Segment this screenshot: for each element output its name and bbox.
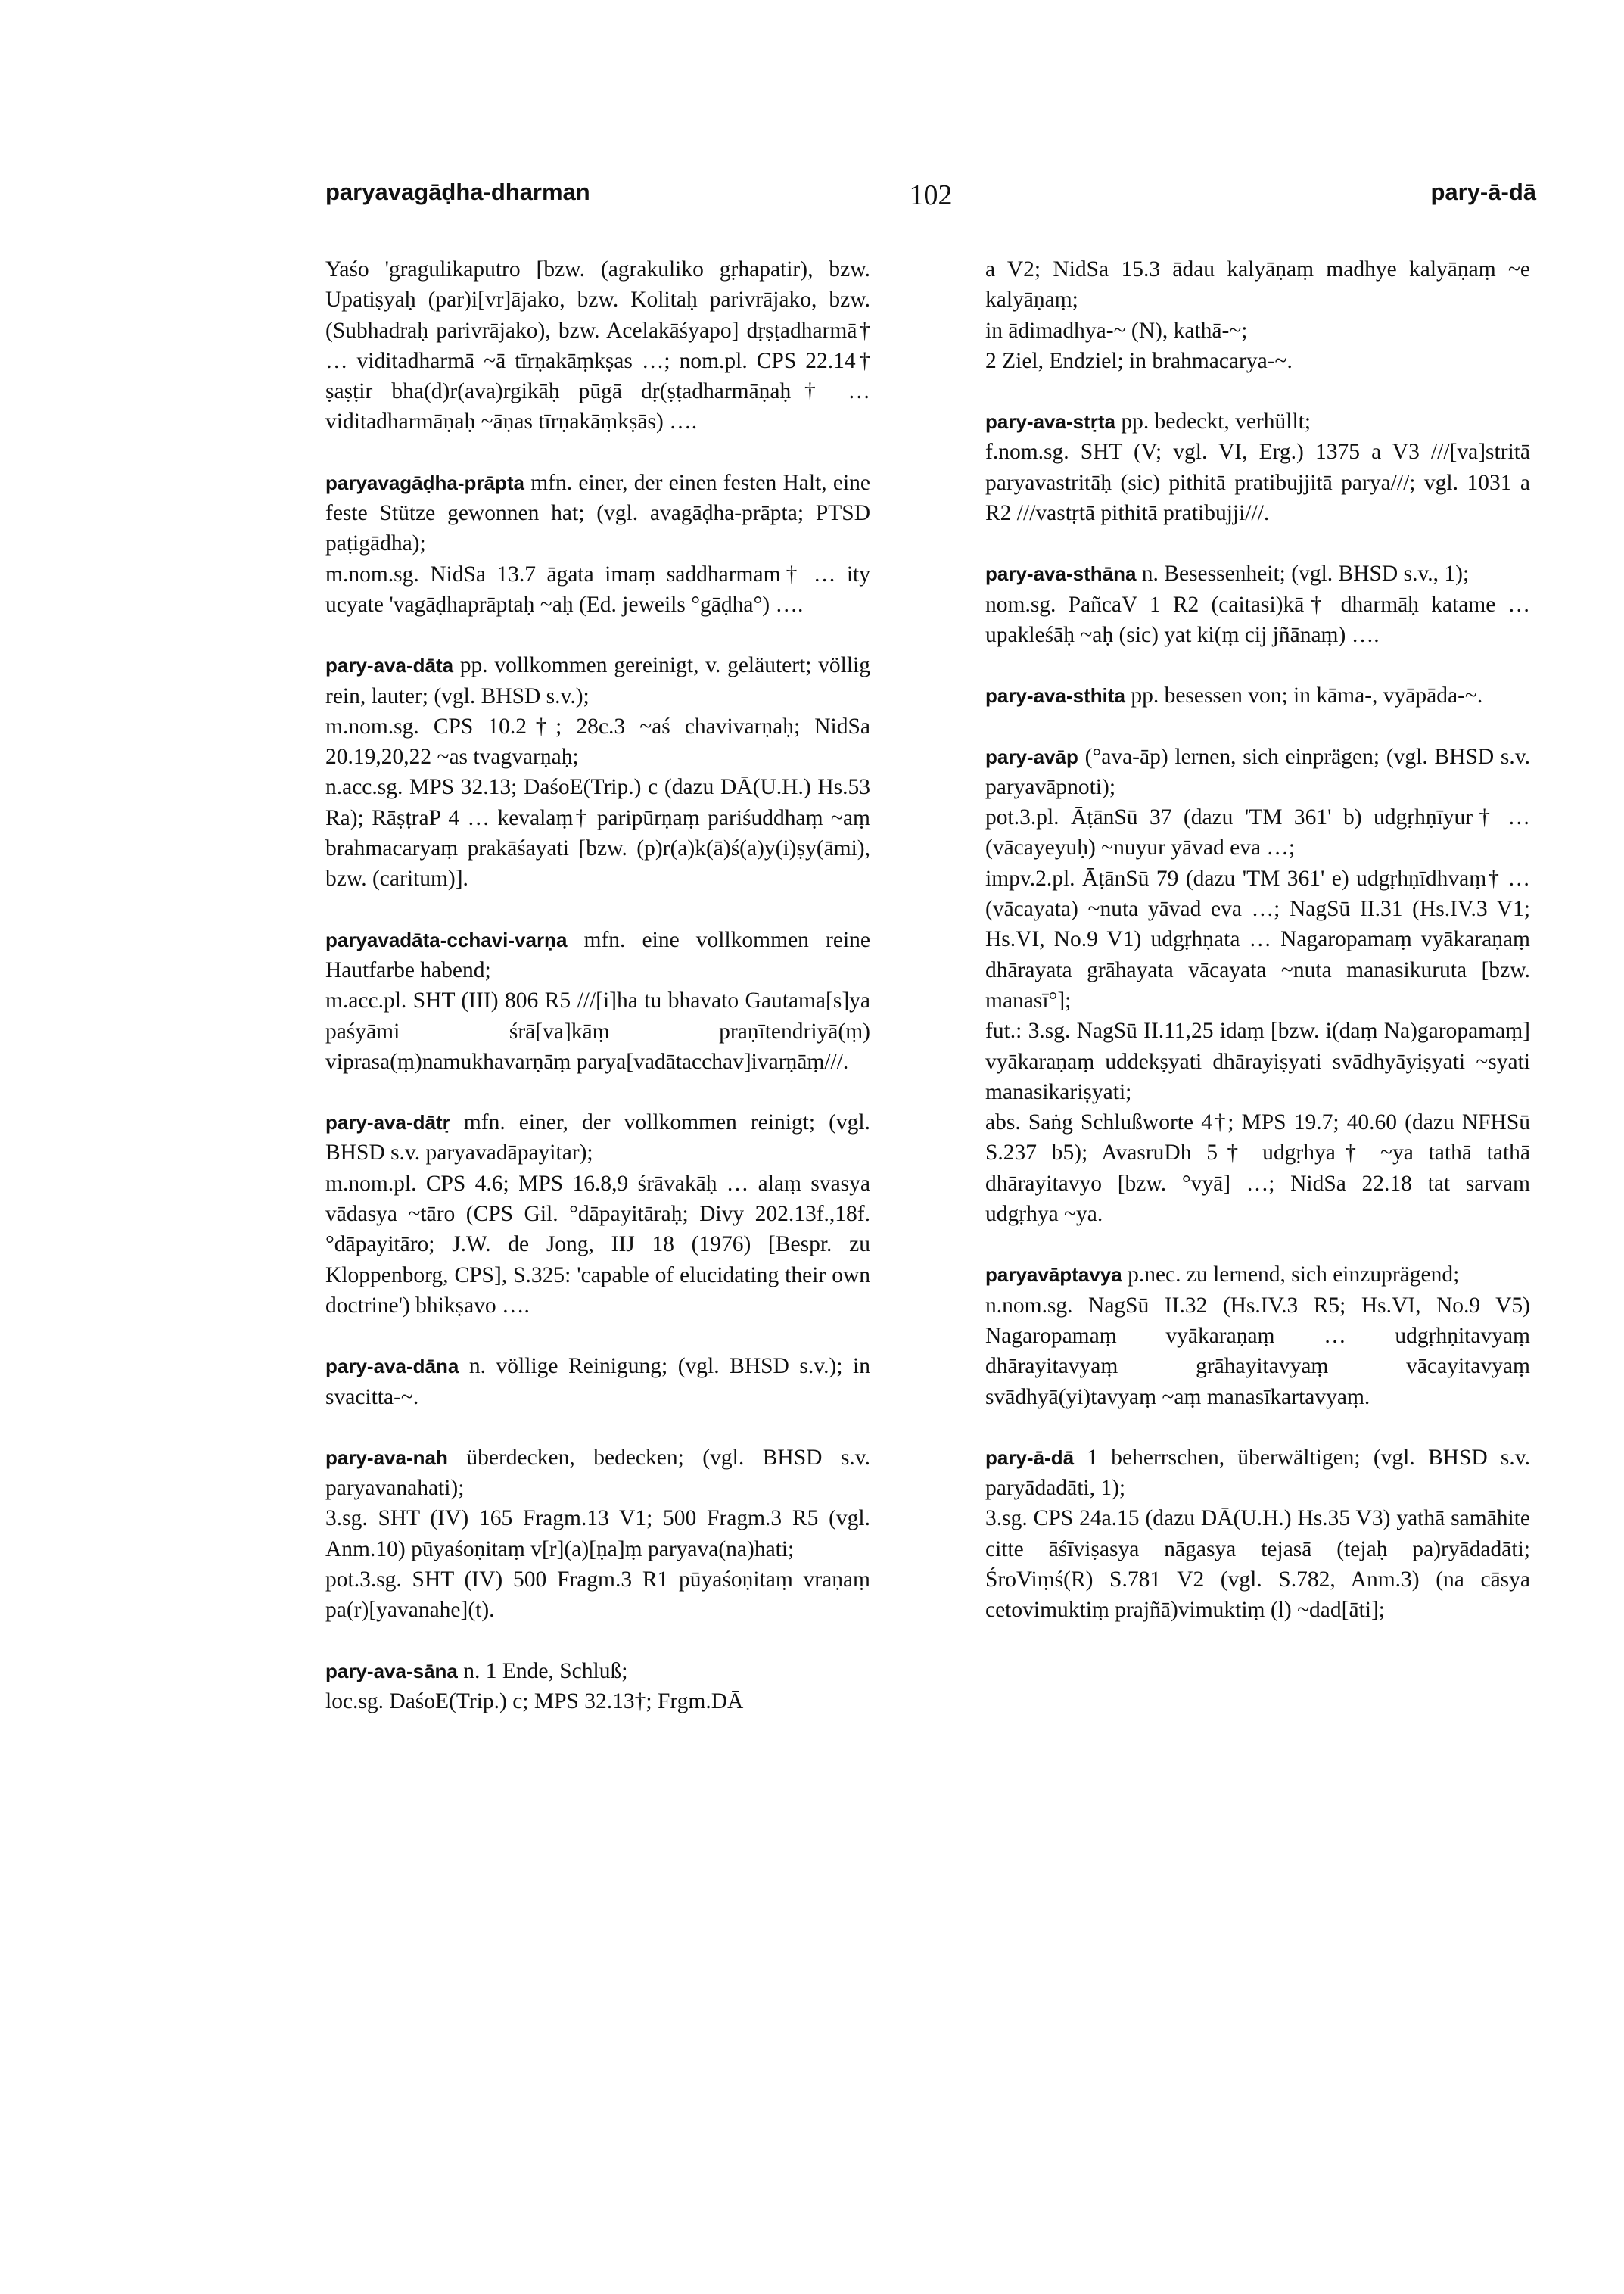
entry-definition: pary-ava-dātṛ mfn. einer, der vollkommen reinigt; (vgl. BHSD s.v. paryavadāpayitar); bbox=[325, 1110, 871, 1166]
entry-definition: pary-ava-sthita pp. besessen von; in kāma-, vyāpāda-~. bbox=[985, 683, 1483, 708]
entry-citation: impv.2.pl. ĀṭānSū 79 (dazu 'TM 361' e) udgṛhṇīdhvaṃ† … (vācayata) ~nuta yāvad eva …; NagSū II.31 (Hs.IV.3 V1; Hs.VI, No.9 V1) udgṛhṇata … Nagaropamaṃ vyākaraṇaṃ dhārayata grāhayata vācayata ~nuta manasikuruta [bzw. manasī°]; bbox=[985, 866, 1530, 1013]
entry-headword: pary-ā-dā bbox=[985, 1446, 1075, 1469]
entry-definition: pary-ava-dāna n. völlige Reinigung; (vgl. BHSD s.v.); in svacitta-~. bbox=[325, 1354, 871, 1409]
entry-definition: paryavadāta-cchavi-varṇa mfn. eine vollkommen reine Hautfarbe habend; bbox=[325, 927, 870, 982]
dictionary-entry bbox=[325, 1351, 870, 1412]
entry-definition: pary-ava-sthāna n. Besessenheit; (vgl. BHSD s.v., 1); bbox=[985, 562, 1470, 587]
entry-definition: paryavāptavya p.nec. zu lernend, sich einzuprägend; bbox=[985, 1262, 1460, 1287]
dictionary-entry bbox=[985, 680, 1530, 711]
entry-definition: pary-ava-nah überdecken, bedecken; (vgl. BHSD s.v. paryavanahati); bbox=[325, 1445, 871, 1501]
entry-headword: pary-avāp bbox=[985, 745, 1078, 768]
entry-citation: 3.sg. CPS 24a.15 (dazu DĀ(U.H.) Hs.35 V3) yathā samāhite citte āśīviṣasya nāgasya tejasā (tejaḥ pa)ryādadāti; ŚroViṃś(R) S.781 V2 (vgl. S.782, Anm.3) (na cāsya cetovimuktiṃ prajñā)vimuktiṃ (l) ~dad[āti]; bbox=[985, 1506, 1530, 1623]
entry-citation: pot.3.sg. SHT (IV) 500 Fragm.3 R1 pūyaśoṇitaṃ vraṇaṃ pa(r)[yavanahe](t). bbox=[325, 1567, 870, 1623]
entry-citation: n.nom.sg. NagSū II.32 (Hs.IV.3 R5; Hs.VI, No.9 V5) Nagaropamaṃ vyākaraṇaṃ … udgṛhṇitavyaṃ dhārayitavyaṃ grāhayitavyaṃ vācayitavyaṃ svādhyā(yi)tavyaṃ ~aṃ manasīkartavyaṃ. bbox=[985, 1293, 1530, 1409]
dictionary-entry bbox=[985, 1259, 1530, 1412]
entry-headword: pary-ava-stṛta bbox=[985, 410, 1115, 434]
right-column bbox=[985, 254, 1530, 1656]
continued-entry bbox=[985, 254, 1530, 376]
dictionary-entry bbox=[325, 1443, 870, 1626]
dictionary-entry bbox=[325, 925, 870, 1077]
entry-headword: pary-ava-nah bbox=[325, 1446, 448, 1469]
left-column bbox=[325, 254, 870, 1747]
dictionary-entry bbox=[325, 1107, 870, 1321]
entry-headword: pary-ava-dāta bbox=[325, 654, 454, 677]
dictionary-entry bbox=[985, 742, 1530, 1230]
header-right-guideword: pary-ā-dā bbox=[1430, 179, 1536, 205]
continued-entry-text: 2 Ziel, Endziel; in brahmacarya-~. bbox=[985, 348, 1293, 373]
entry-citation: f.nom.sg. SHT (V; vgl. VI, Erg.) 1375 a V3 ///[va]stritā paryavastritāḥ (sic) pithitā pratibujjitā parya///; vgl. 1031 a R2 ///vastṛtā pithitā pratibujji///. bbox=[985, 440, 1530, 526]
entry-headword: paryavāptavya bbox=[985, 1263, 1122, 1287]
entry-definition: pary-ava-stṛta pp. bedeckt, verhüllt; bbox=[985, 409, 1311, 434]
entry-citation: pot.3.pl. ĀṭānSū 37 (dazu 'TM 361' b) udgṛhṇīyur† … (vācayeyuḥ) ~nuyur yāvad eva …; bbox=[985, 805, 1530, 861]
entry-citation: abs. Saṅg Schlußworte 4†; MPS 19.7; 40.60 (dazu NFHSū S.237 b5); AvasruDh 5† udgṛhya† ~ya tathā tathā dhārayitavyo [bzw. °vyā] …; NidSa 22.18 tat sarvam udgṛhya ~ya. bbox=[985, 1110, 1530, 1227]
header-left-guideword: paryavagāḍha-dharman bbox=[325, 179, 590, 205]
continued-entry-text: in ādimadhya-~ (N), kathā-~; bbox=[985, 318, 1248, 343]
entry-definition: pary-ā-dā 1 beherrschen, überwältigen; (vgl. BHSD s.v. paryādadāti, 1); bbox=[985, 1445, 1530, 1501]
entry-headword: paryavadāta-cchavi-varṇa bbox=[325, 928, 568, 951]
entry-definition: pary-ava-dāta pp. vollkommen gereinigt, v. geläutert; völlig rein, lauter; (vgl. BHSD s.v.); bbox=[325, 653, 871, 708]
continued-entry-text: Yaśo 'gragulikaputro [bzw. (agrakuliko gṛhapatir), bzw. Upatiṣyaḥ (par)i[vr]ājako, bzw. Kolitaḥ parivrājako, bzw. (Subhadraḥ parivrājako), bzw. Acelakāśyapo] dṛṣṭadharmā† … viditadharmā ~ā tīrṇakāṃkṣas …; nom.pl. CPS 22.14† ṣaṣṭir bha(d)r(ava)rgikāḥ pūgā dṛ(ṣṭadharmāṇaḥ† … viditadharmāṇaḥ ~āṇas tīrṇakāṃkṣās) …. bbox=[325, 257, 870, 434]
entry-citation: m.nom.sg. CPS 10.2†; 28c.3 ~aś chavivarṇaḥ; NidSa 20.19,20,22 ~as tvagvarṇaḥ; bbox=[325, 714, 870, 770]
entry-citation: m.nom.sg. NidSa 13.7 āgata imaṃ saddharmam† … ity ucyate 'vagāḍhaprāptaḥ ~aḥ (Ed. jeweils °gāḍha°) …. bbox=[325, 562, 870, 617]
entry-headword: paryavagāḍha-prāpta bbox=[325, 471, 524, 494]
dictionary-entry bbox=[985, 1443, 1530, 1626]
dictionary-entry bbox=[325, 1656, 870, 1717]
entry-citation: 3.sg. SHT (IV) 165 Fragm.13 V1; 500 Fragm.3 R5 (vgl. Anm.10) pūyaśoṇitaṃ v[r](a)[ṇa]ṃ paryava(na)hati; bbox=[325, 1506, 870, 1561]
entry-headword: pary-ava-sāna bbox=[325, 1659, 458, 1682]
dictionary-entry bbox=[325, 650, 870, 894]
entry-citation: loc.sg. DaśoE(Trip.) c; MPS 32.13†; Frgm.DĀ bbox=[325, 1689, 744, 1713]
page-header bbox=[325, 179, 1536, 216]
entry-citation: n.acc.sg. MPS 32.13; DaśoE(Trip.) c (dazu DĀ(U.H.) Hs.53 Ra); RāṣṭraP 4 … kevalaṃ† paripūrṇaṃ pariśuddhaṃ ~aṃ brahmacaryaṃ prakāśayati [bzw. (p)r(a)k(ā)ś(a)y(i)ṣy(āmi), bzw. (caritum)]. bbox=[325, 775, 870, 892]
dictionary-entry bbox=[985, 559, 1530, 650]
entry-headword: pary-ava-dātṛ bbox=[325, 1111, 450, 1135]
dictionary-entry bbox=[985, 406, 1530, 528]
page-number: 102 bbox=[909, 179, 953, 211]
entry-headword: pary-ava-sthāna bbox=[985, 562, 1137, 586]
entry-headword: pary-ava-sthita bbox=[985, 684, 1125, 708]
entry-citation: m.acc.pl. SHT (III) 806 R5 ///[i]ha tu bhavato Gautama[s]ya paśyāmi śrā[va]kāṃ praṇītendriyā(ṃ) viprasa(ṃ)namukhavarṇāṃ parya[vadātacchav]ivarṇāṃ///. bbox=[325, 988, 870, 1074]
dictionary-entry bbox=[325, 468, 870, 620]
entry-citation: nom.sg. PañcaV 1 R2 (caitasi)kā† dharmāḥ katame … upakleśāḥ ~aḥ (sic) yat ki(ṃ cij jñānaṃ) …. bbox=[985, 592, 1530, 647]
entry-citation: fut.: 3.sg. NagSū II.11,25 idaṃ [bzw. i(daṃ Na)garopamaṃ] vyākaraṇaṃ uddekṣyati dhārayiṣyati svādhyāyiṣyati ~syati manasikariṣyati; bbox=[985, 1019, 1530, 1104]
entry-definition: pary-avāp (°ava-āp) lernen, sich einprägen; (vgl. BHSD s.v. paryavāpnoti); bbox=[985, 744, 1530, 799]
entry-definition: pary-ava-sāna n. 1 Ende, Schluß; bbox=[325, 1658, 628, 1683]
entry-citation: m.nom.pl. CPS 4.6; MPS 16.8,9 śrāvakāḥ … alaṃ svasya vādasya ~tāro (CPS Gil. °dāpayitāraḥ; Divy 202.13f.,18f. °dāpayitāro; J.W. de Jong, IIJ 18 (1976) [Bespr. zu Kloppenborg, CPS], S.325: 'capable of elucidating their own doctrine') bhikṣavo …. bbox=[325, 1171, 870, 1318]
entry-definition: paryavagāḍha-prāpta mfn. einer, der einen festen Halt, eine feste Stütze gewonnen hat; (vgl. avagāḍha-prāpta; PTSD paṭigādha); bbox=[325, 470, 870, 556]
entry-headword: pary-ava-dāna bbox=[325, 1355, 459, 1378]
continued-entry-text: a V2; NidSa 15.3 ādau kalyāṇaṃ madhye kalyāṇaṃ ~e kalyāṇaṃ; bbox=[985, 257, 1530, 313]
